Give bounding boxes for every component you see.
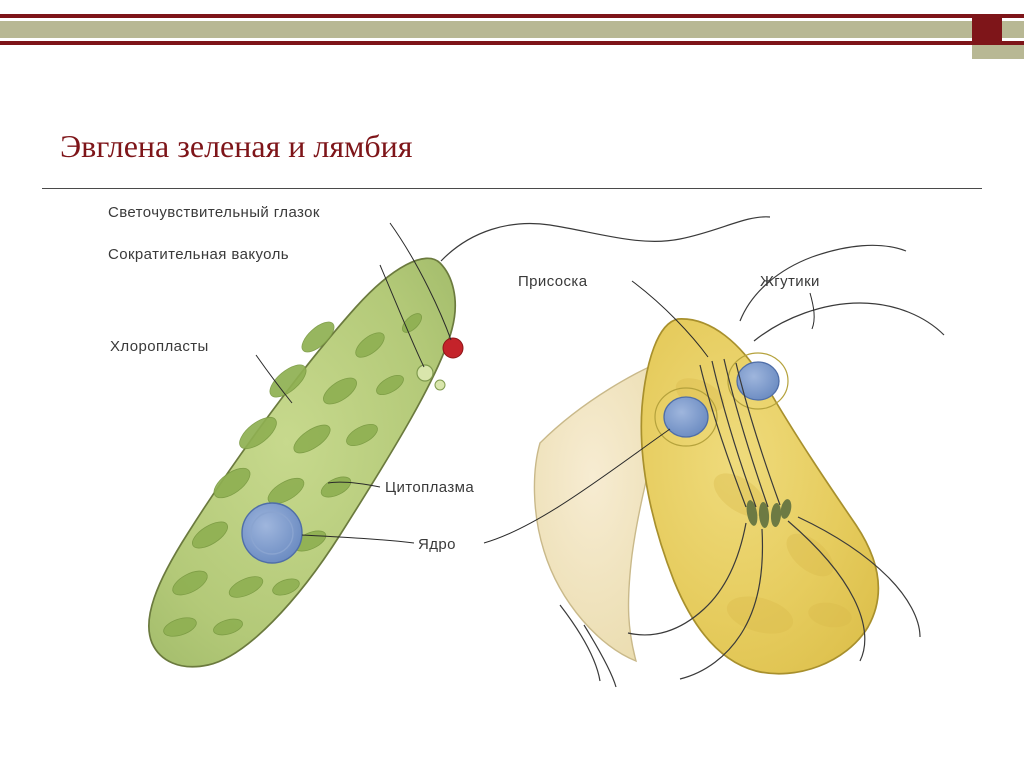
label-nucleus: Ядро	[418, 536, 456, 553]
label-eyespot: Светочувствительный глазок	[108, 204, 320, 221]
euglena-nucleus	[242, 503, 302, 563]
corner-tan-block	[972, 45, 1024, 59]
giardia-organism	[534, 245, 944, 687]
corner-red-block	[972, 14, 1002, 45]
label-sucker: Присоска	[518, 273, 588, 290]
label-chloroplasts: Хлоропласты	[110, 338, 209, 355]
label-cytoplasm: Цитоплазма	[385, 479, 475, 496]
top-rule-lower	[0, 41, 1024, 45]
top-rule-upper	[0, 14, 1024, 18]
top-band	[0, 21, 1024, 38]
decorative-top-bars	[0, 0, 1024, 62]
diagram-canvas	[40, 195, 984, 695]
title-divider	[42, 188, 982, 189]
label-contractile-vacuole: Сократительная вакуоль	[108, 246, 289, 263]
euglena-flagellum	[441, 217, 770, 261]
label-flagella: Жгутики	[760, 273, 820, 290]
page-title: Эвглена зеленая и лямбия	[60, 128, 413, 164]
euglena-eyespot	[443, 338, 463, 358]
